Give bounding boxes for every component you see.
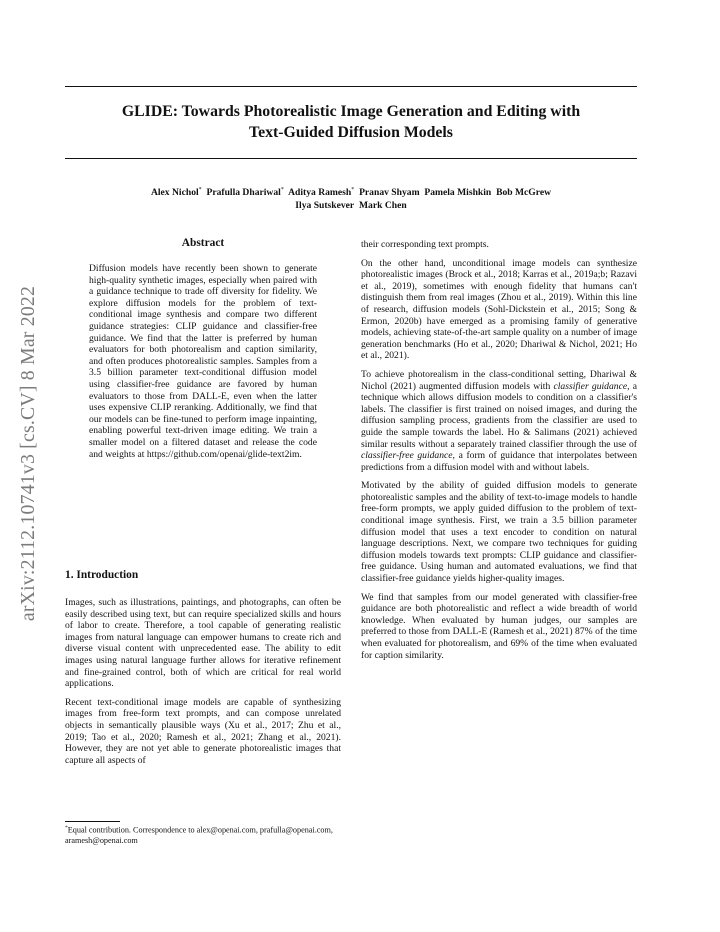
right-paragraph-4: Motivated by the ability of guided diffusion models to generate photorealistic samples and the ability of text-to-image models to handle free-form prompts, we apply guided diffusion to the problem of text-conditional image synthesis. First, we train a 3.5 billion parameter diffusion model that uses a text encoder to condition on natural language descriptions. Next, we compare two techniques for guiding diffusion models towards text prompts: CLIP guidance and classifier-free guidance. Using human and automated evaluations, we find that classifier-free guidance yields higher-quality images.	[361, 480, 637, 585]
left-column-body	[65, 597, 341, 773]
abstract-heading: Abstract	[181, 237, 225, 249]
author-mark: *	[280, 187, 284, 193]
intro-paragraph-2: Recent text-conditional image models are capable of synthesizing images from free-form text prompts, and can compose unrelated objects in semantically plausible ways (Xu et al., 2017; Zhu et al., 2019; Tao et al., 2020; Ramesh et al., 2021; Zhang et al., 2021). However, they are not yet able to generate photorealistic images that capture all aspects of	[65, 696, 341, 766]
footnote-text: Equal contribution. Correspondence to alex@openai.com, prafulla@openai.com, aramesh@openai.com	[65, 825, 333, 845]
paper-title	[65, 101, 637, 143]
title-bottom-rule	[65, 158, 637, 159]
term-classifier-guidance: classifier guidance	[553, 380, 628, 392]
author-name: Aditya Ramesh	[288, 187, 352, 199]
author-mark: *	[198, 187, 202, 193]
right-p3-part-c: , a form of guidance that interpolates between predictions from a diffusion model with and without labels.	[361, 450, 637, 473]
term-classifier-free-guidance: classifier-free guidance	[361, 450, 453, 462]
right-p3-part-a: To achieve photorealism in the class-conditional setting, Dhariwal & Nichol (2021) augmented diffusion models with	[361, 368, 637, 392]
author-name: Ilya Sutskever	[295, 200, 355, 212]
right-paragraph-3	[361, 369, 637, 473]
arxiv-stamp-text: arXiv:2112.10741v3 [cs.CV] 8 Mar 2022	[17, 285, 40, 621]
author-name: Prafulla Dhariwal	[206, 187, 281, 199]
footnote	[65, 823, 341, 846]
author-line-1	[65, 184, 637, 199]
author-line-2	[65, 199, 637, 212]
title-line-2: Text-Guided Diffusion Models	[249, 124, 453, 141]
author-mark: *	[351, 187, 355, 193]
arxiv-stamp	[14, 246, 44, 660]
author-name: Bob McGrew	[496, 187, 552, 199]
author-name: Alex Nichol	[150, 187, 199, 199]
right-paragraph-5: We find that samples from our model generated with classifier-free guidance are both photorealistic and reflect a wide breadth of world knowledge. When evaluated by human judges, our samples are preferred to those from DALL-E (Ramesh et al., 2021) 87% of the time when evaluated for photorealism, and 69% of the time when evaluated for caption similarity.	[361, 591, 637, 661]
author-name: Mark Chen	[359, 200, 407, 212]
section-heading-introduction: 1. Introduction	[65, 569, 139, 581]
author-name: Pamela Mishkin	[424, 187, 492, 199]
author-name: Pranav Shyam	[359, 187, 420, 199]
footnote-mark: *	[65, 825, 68, 831]
right-p3-part-b: , a technique which allows diffusion models to condition on a classifier's labels. The classifier is first trained on noised images, and during the diffusion sampling process, gradients from the classifier are used to guide the sample towards the label. Ho & Salimans (2021) achieved similar results without a separately trained classifier through the use of	[361, 380, 637, 450]
author-list	[65, 184, 637, 212]
abstract-text: Diffusion models have recently been shown to generate high-quality synthetic images, especially when paired with a guidance technique to trade off diversity for fidelity. We explore diffusion models for the problem of text-conditional image synthesis and compare two different guidance strategies: CLIP guidance and classifier-free guidance. We find that the latter is preferred by human evaluators for both photorealism and caption similarity, and often produces photorealistic samples. Samples from a 3.5 billion parameter text-conditional diffusion model using classifier-free guidance are favored by human evaluators to those from DALL-E, even when the latter uses expensive CLIP reranking. Additionally, we find that our models can be fine-tuned to perform image inpainting, enabling powerful text-driven image editing. We train a smaller model on a filtered dataset and release the code and weights at https://github.com/openai/glide-text2im.	[89, 263, 317, 460]
right-paragraph-2: On the other hand, unconditional image models can synthesize photorealistic images (Brock et al., 2018; Karras et al., 2019a;b; Razavi et al., 2019), sometimes with enough fidelity that humans can't distinguish them from real images (Zhou et al., 2019). Within this line of research, diffusion models (Sohl-Dickstein et al., 2015; Song & Ermon, 2020b) have emerged as a promising family of generative models, achieving state-of-the-art sample quality on a number of image generation benchmarks (Ho et al., 2020; Dhariwal & Nichol, 2021; Ho et al., 2021).	[361, 257, 637, 362]
right-column-body	[361, 239, 637, 668]
footnote-rule	[65, 821, 120, 822]
right-paragraph-1: their corresponding text prompts.	[361, 239, 489, 250]
title-line-1: GLIDE: Towards Photorealistic Image Generation and Editing with	[121, 103, 581, 120]
intro-paragraph-1: Images, such as illustrations, paintings, and photographs, can often be easily described using text, but can require specialized skills and hours of labor to create. Therefore, a tool capable of generating realistic images from natural language can empower humans to create rich and diverse visual content with unprecedented ease. The ability to edit images using natural language further allows for iterative refinement and fine-grained control, both of which are critical for real world applications.	[65, 597, 341, 690]
title-top-rule	[65, 86, 637, 87]
